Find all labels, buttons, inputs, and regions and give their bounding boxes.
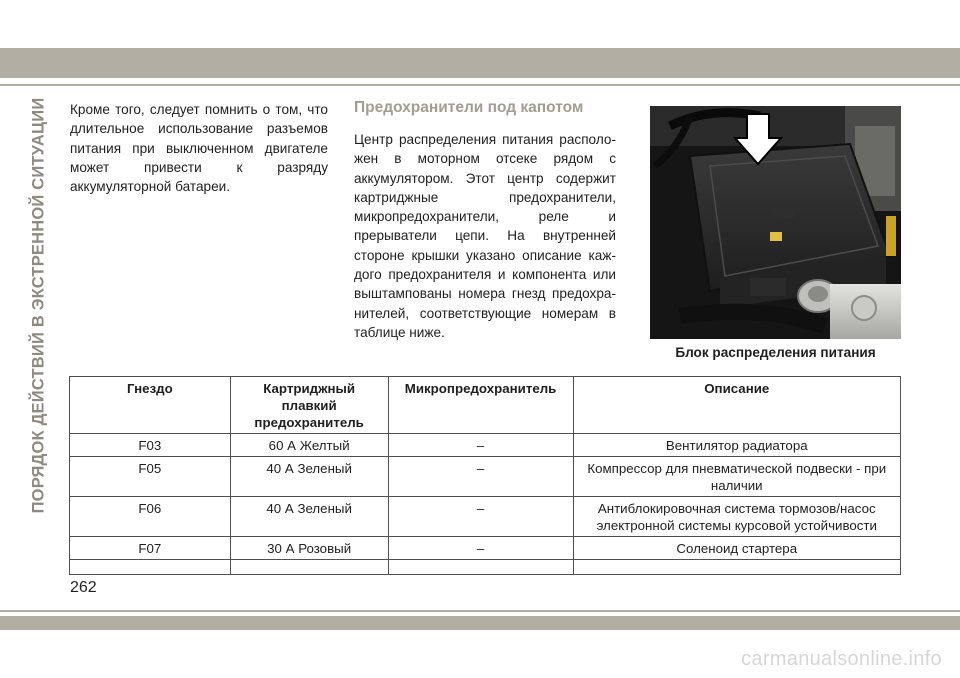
cell-cartridge-fuse: 40 А Зеленый	[230, 497, 388, 537]
cell-socket: F03	[70, 434, 231, 457]
header-description: Описание	[573, 377, 900, 434]
page-number: 262	[70, 579, 97, 596]
cell-cartridge-fuse: 30 А Розовый	[230, 537, 388, 560]
table-row	[70, 457, 901, 497]
cell-description: Вентилятор радиатора	[573, 434, 900, 457]
header-micro-fuse: Микропредохранитель	[388, 377, 573, 434]
figure-caption: Блок распределения питания	[675, 345, 876, 360]
cell-cartridge-fuse: 60 А Желтый	[230, 434, 388, 457]
cell-socket: F05	[70, 457, 231, 497]
table-header-row	[70, 377, 901, 434]
section-paragraph: Центр распределения питания расположен в моторном отсеке рядом с аккумулятором. Этот центр содержит картриджные предохранители, микропредохранители, реле и прерыватели цепи. На внутренней стороне крышки указано описание каждого предохранителя и компонента или выштампованы номера гнезд предохранителей, соответствующие номерам в таблице ниже.	[354, 132, 616, 340]
table-row	[70, 537, 901, 560]
cell-micro-fuse: –	[388, 497, 573, 537]
intro-paragraph: Кроме того, следует помнить о том, что длительное использование разъемов питания при выключенном двигателе может привести к разряду аккумуляторной батареи.	[70, 102, 328, 195]
cell-micro-fuse: –	[388, 457, 573, 497]
bottom-decor-band	[0, 616, 960, 630]
table-spacer-row	[70, 560, 901, 575]
cell-socket: F06	[70, 497, 231, 537]
table-row	[70, 497, 901, 537]
cell-description: Антиблокировочная система тормозов/насос электронной системы курсовой устойчивости	[573, 497, 900, 537]
cell-socket: F07	[70, 537, 231, 560]
top-decor-line	[0, 84, 960, 86]
fuse-table	[69, 376, 901, 575]
top-decor-band	[0, 48, 960, 78]
cell-description: Соленоид стартера	[573, 537, 900, 560]
header-socket: Гнездо	[70, 377, 231, 434]
engine-bay-illustration	[650, 106, 901, 339]
cell-description: Компрессор для пневматической подвески - при наличии	[573, 457, 900, 497]
side-section-title	[24, 97, 54, 513]
cell-micro-fuse: –	[388, 434, 573, 457]
section-heading: Предохранители под капотом	[354, 99, 584, 116]
watermark: carmanualsonline.info	[741, 648, 942, 670]
header-cartridge-fuse: Картриджный плавкий предохранитель	[230, 377, 388, 434]
cell-micro-fuse: –	[388, 537, 573, 560]
cell-cartridge-fuse: 40 А Зеленый	[230, 457, 388, 497]
table-row	[70, 434, 901, 457]
engine-bay-photo	[650, 106, 901, 339]
side-section-title-text: ПОРЯДОК ДЕЙСТВИЙ В ЭКСТРЕННОЙ СИТУАЦИИ	[29, 97, 48, 513]
bottom-decor-line	[0, 610, 960, 612]
